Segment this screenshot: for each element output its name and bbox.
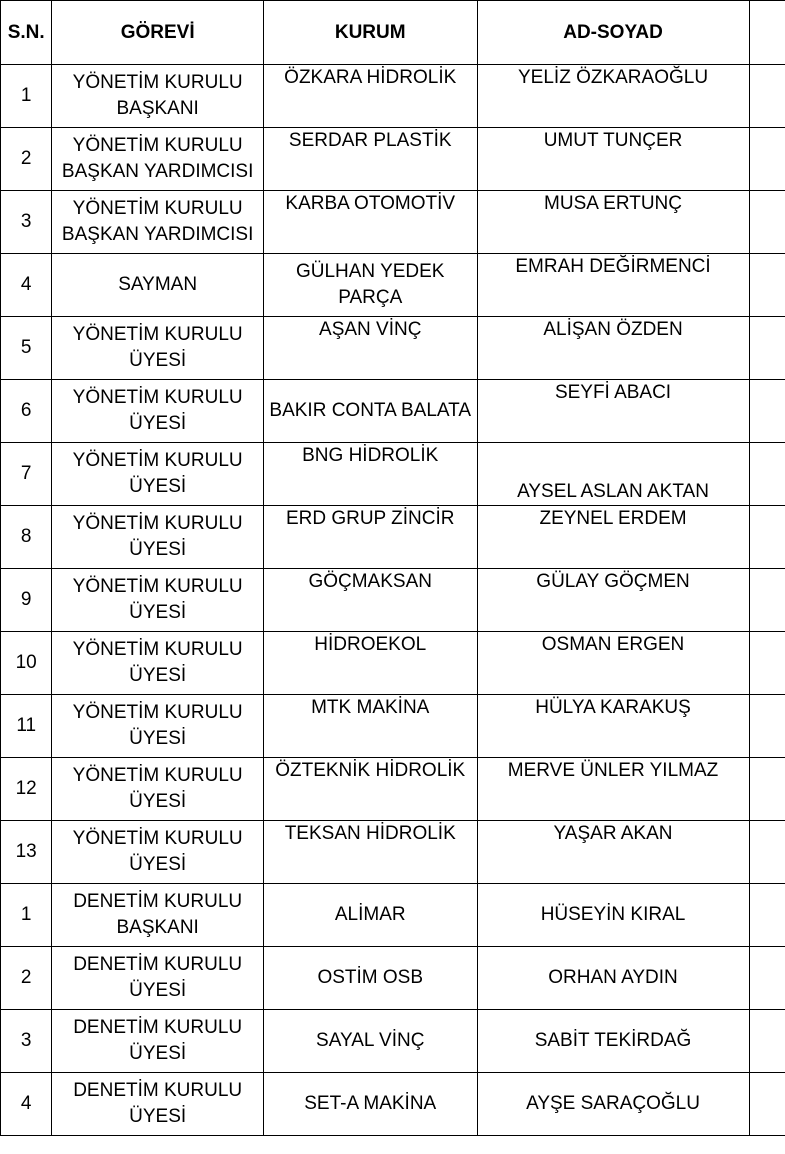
cell-extra (749, 758, 785, 821)
cell-gorevi: YÖNETİM KURULU BAŞKAN YARDIMCISI (52, 191, 264, 254)
table-row (1, 65, 785, 128)
cell-extra (749, 821, 785, 884)
cell-kurum: BAKIR CONTA BALATA (263, 380, 477, 443)
table-row (1, 947, 785, 1010)
cell-sn: 5 (1, 317, 52, 380)
cell-gorevi: YÖNETİM KURULU ÜYESİ (52, 632, 264, 695)
header-gorevi: GÖREVİ (52, 1, 264, 65)
cell-ad-soyad: MERVE ÜNLER YILMAZ (477, 758, 749, 821)
cell-sn: 2 (1, 128, 52, 191)
cell-sn: 12 (1, 758, 52, 821)
table-row (1, 632, 785, 695)
cell-sn: 2 (1, 947, 52, 1010)
table-header-row (1, 1, 785, 65)
cell-extra (749, 65, 785, 128)
cell-ad-soyad: ZEYNEL ERDEM (477, 506, 749, 569)
cell-kurum: SET-A MAKİNA (263, 1073, 477, 1136)
table-row (1, 506, 785, 569)
cell-gorevi: DENETİM KURULU ÜYESİ (52, 1073, 264, 1136)
cell-kurum: AŞAN VİNÇ (263, 317, 477, 380)
cell-extra (749, 884, 785, 947)
cell-kurum: OSTİM OSB (263, 947, 477, 1010)
cell-ad-soyad: ALİŞAN ÖZDEN (477, 317, 749, 380)
cell-kurum: SERDAR PLASTİK (263, 128, 477, 191)
cell-ad-soyad: GÜLAY GÖÇMEN (477, 569, 749, 632)
header-extra (749, 1, 785, 65)
cell-gorevi: YÖNETİM KURULU ÜYESİ (52, 317, 264, 380)
header-sn: S.N. (1, 1, 52, 65)
cell-kurum: ERD GRUP ZİNCİR (263, 506, 477, 569)
cell-gorevi: YÖNETİM KURULU ÜYESİ (52, 443, 264, 506)
cell-kurum: BNG HİDROLİK (263, 443, 477, 506)
cell-extra (749, 506, 785, 569)
cell-sn: 1 (1, 884, 52, 947)
cell-gorevi: DENETİM KURULU ÜYESİ (52, 947, 264, 1010)
cell-kurum: ÖZTEKNİK HİDROLİK (263, 758, 477, 821)
table-row (1, 191, 785, 254)
cell-gorevi: DENETİM KURULU BAŞKANI (52, 884, 264, 947)
table-row (1, 569, 785, 632)
table-row (1, 884, 785, 947)
cell-sn: 3 (1, 1010, 52, 1073)
table-row (1, 758, 785, 821)
cell-sn: 6 (1, 380, 52, 443)
table-row (1, 128, 785, 191)
cell-extra (749, 443, 785, 506)
cell-kurum: GÖÇMAKSAN (263, 569, 477, 632)
cell-gorevi: DENETİM KURULU ÜYESİ (52, 1010, 264, 1073)
cell-ad-soyad: OSMAN ERGEN (477, 632, 749, 695)
cell-ad-soyad: AYŞE SARAÇOĞLU (477, 1073, 749, 1136)
cell-ad-soyad: ORHAN AYDIN (477, 947, 749, 1010)
cell-extra (749, 254, 785, 317)
cell-sn: 8 (1, 506, 52, 569)
cell-ad-soyad: UMUT TUNÇER (477, 128, 749, 191)
cell-ad-soyad: HÜSEYİN KIRAL (477, 884, 749, 947)
table-row (1, 695, 785, 758)
cell-ad-soyad: SABİT TEKİRDAĞ (477, 1010, 749, 1073)
cell-sn: 3 (1, 191, 52, 254)
table-row (1, 1073, 785, 1136)
cell-ad-soyad: AYSEL ASLAN AKTAN (477, 443, 749, 506)
cell-kurum: TEKSAN HİDROLİK (263, 821, 477, 884)
cell-ad-soyad: SEYFİ ABACI (477, 380, 749, 443)
cell-kurum: ÖZKARA HİDROLİK (263, 65, 477, 128)
cell-sn: 13 (1, 821, 52, 884)
cell-extra (749, 1073, 785, 1136)
header-ad-soyad: AD-SOYAD (477, 1, 749, 65)
cell-extra (749, 191, 785, 254)
cell-ad-soyad: MUSA ERTUNÇ (477, 191, 749, 254)
cell-extra (749, 947, 785, 1010)
cell-gorevi: YÖNETİM KURULU ÜYESİ (52, 569, 264, 632)
cell-extra (749, 1010, 785, 1073)
cell-ad-soyad: EMRAH DEĞİRMENCİ (477, 254, 749, 317)
table-row (1, 821, 785, 884)
header-kurum: KURUM (263, 1, 477, 65)
cell-kurum: KARBA OTOMOTİV (263, 191, 477, 254)
cell-kurum: ALİMAR (263, 884, 477, 947)
cell-gorevi: YÖNETİM KURULU ÜYESİ (52, 506, 264, 569)
table-row (1, 254, 785, 317)
cell-kurum: GÜLHAN YEDEK PARÇA (263, 254, 477, 317)
cell-ad-soyad: YAŞAR AKAN (477, 821, 749, 884)
cell-gorevi: SAYMAN (52, 254, 264, 317)
cell-extra (749, 317, 785, 380)
cell-gorevi: YÖNETİM KURULU BAŞKANI (52, 65, 264, 128)
cell-sn: 4 (1, 1073, 52, 1136)
cell-ad-soyad: YELİZ ÖZKARAOĞLU (477, 65, 749, 128)
cell-gorevi: YÖNETİM KURULU ÜYESİ (52, 758, 264, 821)
cell-gorevi: YÖNETİM KURULU ÜYESİ (52, 821, 264, 884)
cell-extra (749, 569, 785, 632)
cell-kurum: MTK MAKİNA (263, 695, 477, 758)
table-row (1, 317, 785, 380)
cell-kurum: SAYAL VİNÇ (263, 1010, 477, 1073)
cell-sn: 4 (1, 254, 52, 317)
cell-extra (749, 632, 785, 695)
cell-gorevi: YÖNETİM KURULU ÜYESİ (52, 380, 264, 443)
cell-extra (749, 695, 785, 758)
table-row (1, 380, 785, 443)
cell-sn: 10 (1, 632, 52, 695)
cell-extra (749, 128, 785, 191)
cell-sn: 9 (1, 569, 52, 632)
cell-extra (749, 380, 785, 443)
cell-gorevi: YÖNETİM KURULU ÜYESİ (52, 695, 264, 758)
cell-sn: 1 (1, 65, 52, 128)
cell-sn: 11 (1, 695, 52, 758)
table-row (1, 443, 785, 506)
table-row (1, 1010, 785, 1073)
cell-sn: 7 (1, 443, 52, 506)
cell-ad-soyad: HÜLYA KARAKUŞ (477, 695, 749, 758)
cell-kurum: HİDROEKOL (263, 632, 477, 695)
cell-gorevi: YÖNETİM KURULU BAŞKAN YARDIMCISI (52, 128, 264, 191)
